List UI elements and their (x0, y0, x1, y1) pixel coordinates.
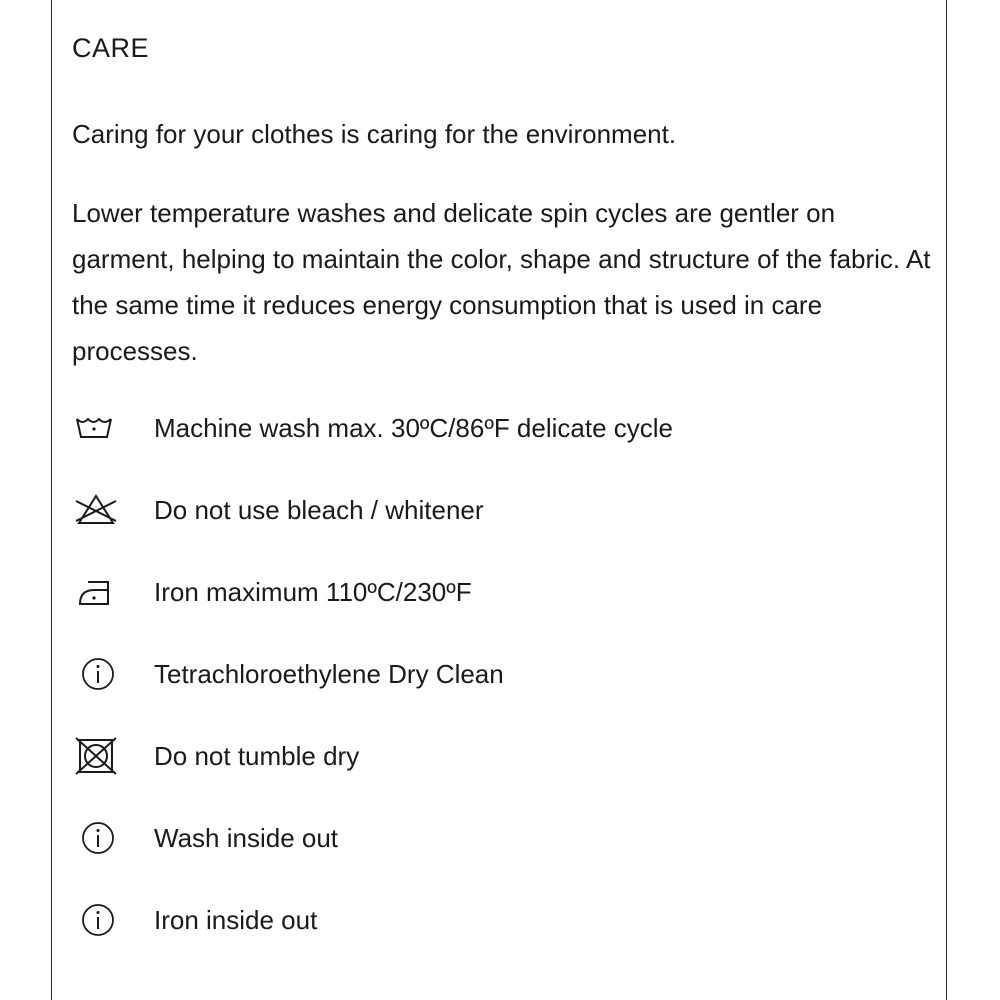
care-instruction-dry-clean (72, 649, 932, 699)
care-instruction-label: Wash inside out (154, 823, 339, 853)
info-icon (72, 815, 124, 861)
care-instruction-wash-inside-out (72, 813, 932, 863)
care-instruction-label: Tetrachloroethylene Dry Clean (154, 659, 504, 689)
care-instruction-no-bleach (72, 485, 932, 535)
care-instruction-label: Iron maximum 110ºC/230ºF (154, 577, 472, 607)
no-bleach-icon (72, 487, 124, 533)
care-instruction-no-tumble-dry (72, 731, 932, 781)
care-instruction-iron (72, 567, 932, 617)
care-instruction-label: Do not tumble dry (154, 741, 360, 771)
care-instruction-label: Iron inside out (154, 905, 318, 935)
iron-low-icon (72, 569, 124, 615)
info-icon (72, 897, 124, 943)
care-instruction-machine-wash (72, 403, 932, 453)
care-intro-text: Caring for your clothes is caring for the environment. (72, 119, 677, 149)
care-instruction-label: Do not use bleach / whitener (154, 495, 484, 525)
no-tumble-dry-icon (72, 733, 124, 779)
care-description-text: Lower temperature washes and delicate spin cycles are gentler on garment, helping to maintain the color, shape and structure of the fabric. At the same time it reduces energy consumption that is used in care processes. (72, 198, 931, 366)
care-heading: CARE (72, 33, 150, 63)
info-icon (72, 651, 124, 697)
machine-wash-30-icon (72, 405, 124, 451)
care-instruction-iron-inside-out (72, 895, 932, 945)
care-instruction-label: Machine wash max. 30ºC/86ºF delicate cycle (154, 413, 673, 443)
